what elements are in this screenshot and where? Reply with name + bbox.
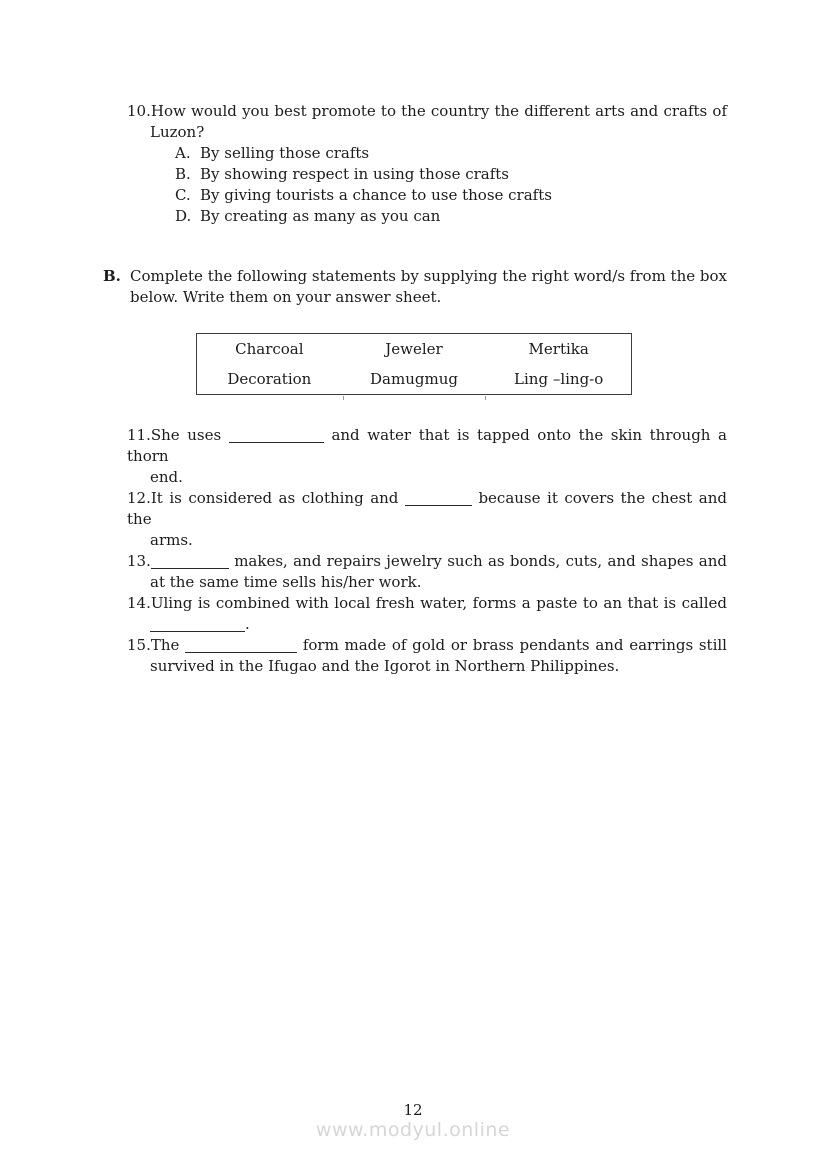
blank-line-14 [150, 619, 245, 632]
question-10 [127, 101, 727, 227]
section-b-instructions [103, 266, 727, 308]
option-c-letter: C. [175, 186, 191, 204]
item-13-line-2: at the same time sells his/her work. [150, 573, 422, 591]
option-c-text: By giving tourists a chance to use those crafts [200, 186, 552, 204]
section-b-line-1 [103, 266, 727, 287]
option-a [175, 143, 727, 164]
question-10-number: 10. [127, 102, 151, 120]
section-b-label: B. [103, 267, 121, 285]
word-box-cell: Mertika [528, 340, 589, 358]
option-c [175, 185, 727, 206]
fill-in-items [127, 425, 727, 677]
word-box-cell: Charcoal [235, 340, 304, 358]
item-15-line-2: survived in the Ifugao and the Igorot in Northern Philippines. [150, 657, 620, 675]
blank-line-11 [229, 430, 324, 443]
option-d [175, 206, 727, 227]
item-15-number: 15. [127, 636, 151, 654]
item-12-line-1 [127, 488, 727, 530]
question-10-text: How would you best promote to the country the different arts and crafts of [150, 102, 727, 120]
item-13-text-after: makes, and repairs jewelry such as bonds, cuts, and shapes and [234, 552, 727, 570]
word-box-cell: Ling –ling-o [514, 370, 604, 388]
item-14-number: 14. [127, 594, 151, 612]
blank-line-13 [151, 556, 229, 569]
item-14-punct: . [245, 615, 250, 633]
item-11-text-after: and water that is tapped onto the skin through a thorn [127, 426, 728, 465]
item-12-text-before: It is considered as clothing and [150, 489, 399, 507]
question-10-line-1 [127, 101, 727, 122]
item-11-line-1 [127, 425, 727, 467]
option-b-text: By showing respect in using those crafts [200, 165, 510, 183]
item-12-number: 12. [127, 489, 151, 507]
word-box-cell: Damugmug [370, 370, 458, 388]
item-11-text-before: She uses [150, 426, 222, 444]
page-number: 12 [403, 1101, 423, 1119]
word-box-column-tick [343, 396, 344, 400]
item-14-line-2 [150, 614, 727, 635]
option-d-letter: D. [175, 207, 192, 225]
section-b-text: Complete the following statements by supplying the right word/s from the box [130, 267, 727, 285]
option-b-letter: B. [175, 165, 191, 183]
question-10-line-2: Luzon? [150, 123, 205, 141]
option-a-letter: A. [175, 144, 191, 162]
option-d-text: By creating as many as you can [200, 207, 441, 225]
blank-line-15 [185, 640, 297, 653]
item-14-line-1 [127, 593, 727, 614]
item-13-line-1 [127, 551, 727, 572]
item-15-text-after: form made of gold or brass pendants and earrings still [302, 636, 727, 654]
word-box-column-tick [485, 396, 486, 400]
item-14-text: Uling is combined with local fresh water, forms a paste to an that is called [150, 594, 727, 612]
word-box-cell: Jeweler [385, 340, 443, 358]
watermark: www.modyul.online [315, 1119, 511, 1141]
item-13-number: 13. [127, 552, 151, 570]
item-11-number: 11. [127, 426, 151, 444]
item-15-text-before: The [150, 636, 180, 654]
item-11-line-2: end. [150, 468, 183, 486]
section-b-line-2: below. Write them on your answer sheet. [130, 288, 442, 306]
option-a-text: By selling those crafts [200, 144, 370, 162]
blank-line-12 [405, 493, 472, 506]
item-15-line-1 [127, 635, 727, 656]
option-b [175, 164, 727, 185]
word-box [196, 333, 632, 395]
item-12-text-after: because it covers the chest and the [127, 489, 727, 528]
word-box-cell: Decoration [227, 370, 312, 388]
item-12-line-2: arms. [150, 531, 193, 549]
